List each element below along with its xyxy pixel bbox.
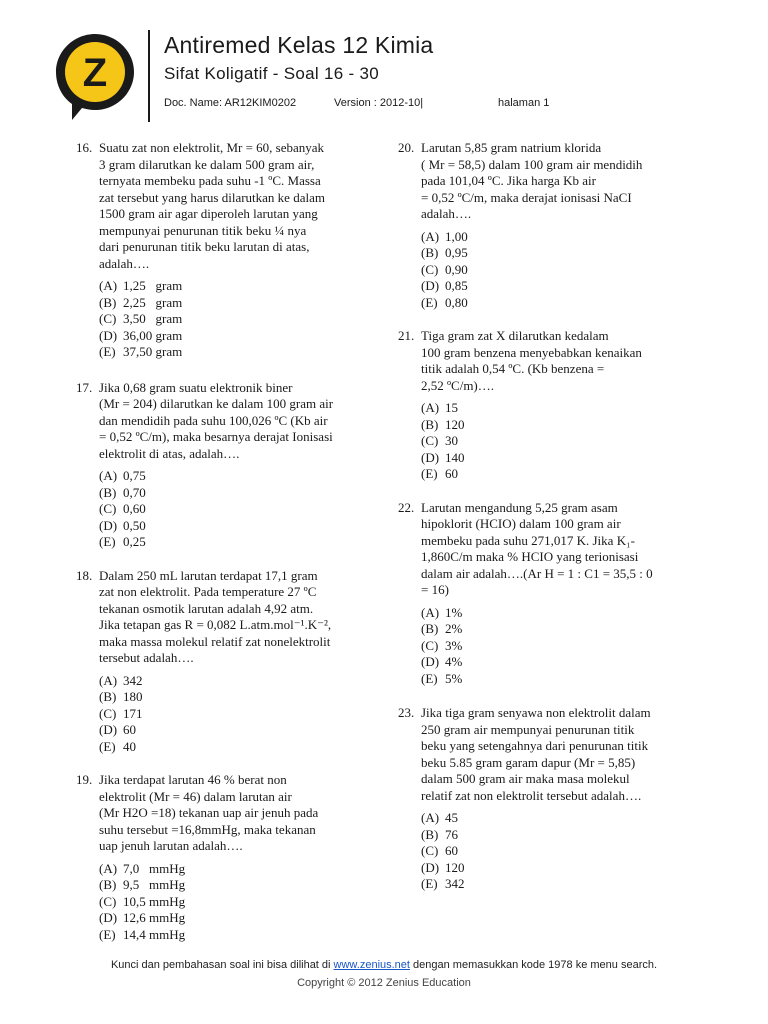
option-c: (C) 3,50 gram [99, 311, 183, 326]
option-e: (E) 37,50 gram [99, 344, 183, 359]
option-c: (C) 30 [421, 433, 458, 448]
footer-text-before: Kunci dan pembahasan soal ini bisa dilihat di [110, 959, 334, 971]
question-number: 20. [398, 140, 415, 155]
header-divider [148, 30, 150, 122]
option-a: (A) 1,25 gram [99, 278, 183, 293]
left-column [76, 140, 376, 943]
question-text: Jika 0,68 gram suatu elektronik biner (Mr = 204) dilarutkan ke dalam 100 gram air dan mendidih pada suhu 100,026 ºC (Kb air = 0,52 ºC/m), maka besarnya derajat Ionisasi elektrolit di atas, adalah…. [99, 379, 334, 461]
question-number: 18. [76, 567, 93, 583]
option-d: (D) 4% [421, 654, 463, 669]
option-e: (E) 5% [421, 670, 463, 686]
option-a: (A) 1% [421, 604, 463, 620]
question-text: Dalam 250 mL larutan terdapat 17,1 gram zat non elektrolit. Pada temperature 27 ºC tekanan osmotik larutan adalah 4,92 atm. Jika tetapan gas R = 0,082 L.atm.mol⁻¹.K⁻², maka massa molekul relatif zat nonelektrolit tersebut adalah…. [99, 567, 332, 665]
option-a: (A) 7,0 mmHg [99, 860, 186, 876]
option-e: (E) 40 [99, 738, 136, 754]
option-c: (C) 0,90 [421, 261, 468, 277]
option-b: (B) 9,5 mmHg [99, 877, 186, 892]
option-c: (C) 60 [421, 843, 458, 858]
option-e: (E) 60 [421, 466, 458, 481]
option-d: (D) 60 [99, 722, 136, 737]
question-number: 21. [398, 328, 415, 343]
option-a: (A) 45 [421, 810, 458, 825]
footer-text-after: dengan memasukkan kode 1978 ke menu search. [409, 959, 658, 971]
answer-options [99, 278, 376, 361]
copyright: Copyright © 2012 Zenius Education [297, 977, 471, 989]
question-20 [398, 140, 698, 311]
question-21 [398, 328, 698, 483]
option-b: (B) 0,95 [421, 245, 468, 260]
option-a: (A) 342 [99, 672, 143, 688]
question-number: 19. [76, 772, 93, 787]
question-text: Larutan 5,85 gram natrium klorida ( Mr = 58,5) dalam 100 gram air mendidih pada 101,04 ºC. Jika harga Kb air = 0,52 ºC/m, maka derajat ionisasi NaCI adalah…. [421, 140, 643, 221]
option-e: (E) 342 [421, 876, 465, 891]
footer-note [0, 959, 768, 971]
question-17 [76, 380, 376, 551]
option-a: (A) 15 [421, 400, 458, 415]
doc-version: Version : 2012-10| [334, 97, 424, 109]
option-a: (A) 1,00 [421, 228, 468, 244]
doc-title: Antiremed Kelas 12 Kimia [164, 32, 434, 58]
question-text: Suatu zat non elektrolit, Mr = 60, sebanyak 3 gram dilarutkan ke dalam 500 gram air, ternyata membeku pada suhu -1 ºC. Massa zat tersebut yang harus dilarutkan ke dalam 1500 gram air agar diperoleh larutan yang mempunyai penurunan titik beku ¼ nya dari penurunan titik beku larutan di atas, adalah…. [99, 140, 325, 271]
option-d: (D) 120 [421, 859, 465, 875]
option-c: (C) 0,60 [99, 501, 146, 516]
option-c: (C) 3% [421, 637, 463, 653]
option-d: (D) 140 [421, 449, 465, 465]
question-19 [76, 772, 376, 943]
option-c: (C) 10,5 mmHg [99, 893, 186, 909]
answer-options [421, 605, 698, 688]
question-22 [398, 500, 698, 688]
question-number: 23. [398, 705, 415, 720]
option-b: (B) 76 [421, 826, 458, 842]
option-e: (E) 0,25 [99, 534, 146, 549]
option-b: (B) 2,25 gram [99, 294, 183, 310]
question-text: Jika tiga gram senyawa non elektrolit dalam 250 gram air mempunyai penurunan titik beku yang setengahnya dari penurunan titik beku 5.85 gram garam dapur (Mr = 5,85) dalam 500 gram air maka masa molekul relatif zat non elektrolit tersebut adalah…. [421, 705, 651, 803]
option-b: (B) 2% [421, 621, 463, 636]
question-text: Tiga gram zat X dilarutkan kedalam 100 gram benzena menyebabkan kenaikan titik adalah 0,54 ºC. (Kb benzena = 2,52 ºC/m)…. [421, 328, 642, 393]
answer-options [421, 229, 698, 312]
doc-name: Doc. Name: AR12KIM0202 [164, 97, 297, 109]
answer-options [99, 673, 376, 756]
option-e: (E) 0,80 [421, 294, 468, 310]
option-d: (D) 12,6 mmHg [99, 910, 186, 925]
option-d: (D) 36,00 gram [99, 327, 183, 343]
answer-options [99, 861, 376, 944]
logo-letter: Z [82, 51, 108, 95]
question-text: Jika terdapat larutan 46 % berat non elektrolit (Mr = 46) dalam larutan air (Mr H2O =18) tekanan uap air jenuh pada suhu tersebut =16,8mmHg, maka tekanan uap jenuh larutan adalah…. [99, 772, 319, 853]
question-number: 17. [76, 379, 93, 395]
question-16 [76, 140, 376, 361]
zenius-link[interactable]: www.zenius.net [333, 959, 410, 971]
answer-options [421, 400, 698, 483]
option-b: (B) 180 [99, 689, 143, 704]
question-23 [398, 705, 698, 893]
answer-options [99, 468, 376, 551]
option-c: (C) 171 [99, 705, 143, 721]
answer-options [421, 810, 698, 893]
doc-page: halaman 1 [498, 97, 550, 109]
question-18 [76, 568, 376, 756]
option-d: (D) 0,85 [421, 278, 468, 293]
question-number: 16. [76, 140, 93, 155]
question-text: Larutan mengandung 5,25 gram asam hipoklorit (HCIO) dalam 100 gram air membeku pada suhu 271,017 K. Jika K₁- 1,860C/m maka % HCIO yang terionisasi dalam air adalah….(Ar H = 1 : C1 = 35,5 : 0 = 16) [421, 499, 653, 597]
option-b: (B) 0,70 [99, 484, 146, 500]
option-d: (D) 0,50 [99, 517, 146, 533]
question-number: 22. [398, 499, 415, 515]
option-b: (B) 120 [421, 416, 465, 432]
option-e: (E) 14,4 mmHg [99, 926, 186, 942]
option-a: (A) 0,75 [99, 468, 146, 483]
doc-subtitle: Sifat Koligatif - Soal 16 - 30 [164, 64, 380, 83]
right-column [398, 140, 698, 893]
zenius-logo [52, 30, 138, 122]
